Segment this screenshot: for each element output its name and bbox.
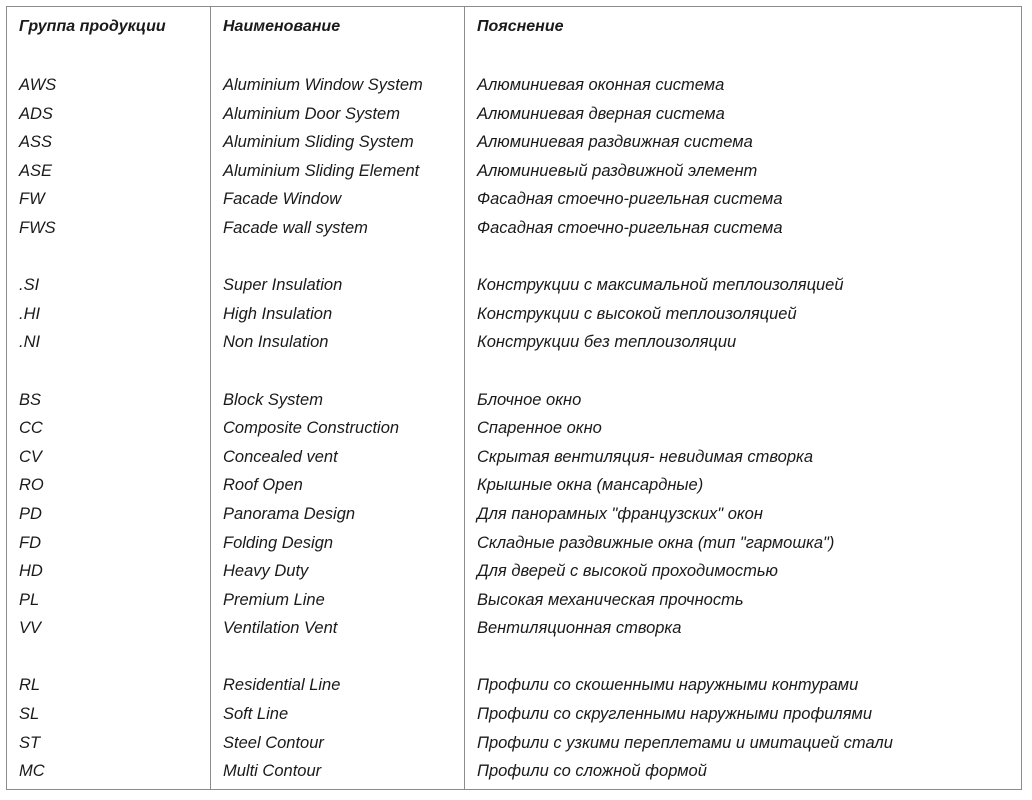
explanation-cell: Фасадная стоечно-ригельная система	[477, 218, 783, 237]
explanation-cell: Алюминиевый раздвижной элемент	[477, 161, 758, 180]
code-list	[19, 75, 206, 790]
explanation-cell: Для панорамных "французских" окон	[477, 504, 763, 523]
name-cell: Concealed vent	[223, 447, 338, 466]
column-name	[211, 7, 465, 789]
explanation-cell: Высокая механическая прочность	[477, 590, 744, 609]
name-cell: Panorama Design	[223, 504, 356, 523]
code-cell: BS	[19, 390, 42, 409]
name-cell: Aluminium Door System	[223, 104, 400, 123]
explanation-cell: Вентиляционная створка	[477, 619, 682, 638]
name-cell: Folding Design	[223, 533, 334, 552]
code-cell: MC	[19, 762, 45, 781]
name-cell: Super Insulation	[223, 276, 343, 295]
name-cell: Steel Contour	[223, 733, 324, 752]
code-cell: FW	[19, 190, 45, 209]
name-cell: Heavy Duty	[223, 562, 309, 581]
explanation-cell: Для дверей с высокой проходимостью	[477, 562, 778, 581]
code-cell: SL	[19, 705, 40, 724]
name-cell: Roof Open	[223, 476, 303, 495]
product-code-table	[6, 6, 1022, 790]
explanation-cell: Скрытая вентиляция- невидимая створка	[477, 447, 814, 466]
name-cell: High Insulation	[223, 304, 333, 323]
code-cell: .NI	[19, 333, 41, 352]
section-gap	[19, 647, 206, 676]
explanation-cell: Профили со скругленными наружными профилями	[477, 705, 873, 724]
name-cell: Aluminium Window System	[223, 76, 423, 94]
section-gap	[223, 647, 460, 676]
header-product-group: Группа продукции	[19, 18, 166, 35]
code-cell: .SI	[19, 276, 40, 295]
name-cell: Facade Window	[223, 190, 342, 209]
explanation-cell: Алюминиевая раздвижная система	[477, 133, 753, 152]
explanation-list	[477, 75, 1017, 790]
explanation-cell: Конструкции без теплоизоляции	[477, 333, 737, 352]
section-gap	[223, 247, 460, 276]
explanation-cell: Профили со сложной формой	[477, 762, 707, 781]
name-list	[223, 75, 460, 790]
code-cell: RO	[19, 476, 44, 495]
explanation-cell: Алюминиевая оконная система	[477, 76, 725, 94]
explanation-cell: Складные раздвижные окна (тип "гармошка")	[477, 533, 835, 552]
code-cell: CV	[19, 447, 42, 466]
code-cell: CC	[19, 419, 43, 438]
section-gap	[477, 361, 1017, 390]
explanation-cell: Блочное окно	[477, 390, 582, 409]
code-cell: AWS	[19, 76, 57, 94]
code-cell: .HI	[19, 304, 41, 323]
code-cell: ASS	[19, 133, 53, 152]
section-gap	[477, 247, 1017, 276]
name-cell: Aluminium Sliding System	[223, 133, 414, 152]
name-cell: Premium Line	[223, 590, 325, 609]
name-cell: Block System	[223, 390, 323, 409]
code-cell: FD	[19, 533, 41, 552]
code-cell: HD	[19, 562, 43, 581]
code-cell: PD	[19, 504, 42, 523]
code-cell: RL	[19, 676, 41, 695]
explanation-cell: Конструкции с высокой теплоизоляцией	[477, 304, 797, 323]
code-cell: VV	[19, 619, 42, 638]
header-explanation: Пояснение	[477, 18, 564, 35]
name-cell: Residential Line	[223, 676, 341, 695]
explanation-cell: Профили с узкими переплетами и имитацией стали	[477, 733, 893, 752]
name-cell: Aluminium Sliding Element	[223, 161, 420, 180]
section-gap	[223, 361, 460, 390]
column-product-group	[7, 7, 211, 789]
name-cell: Multi Contour	[223, 762, 322, 781]
column-explanation	[465, 7, 1021, 789]
section-gap	[19, 361, 206, 390]
name-cell: Non Insulation	[223, 333, 329, 352]
explanation-cell: Спаренное окно	[477, 419, 602, 438]
code-cell: ASE	[19, 161, 53, 180]
code-cell: ST	[19, 733, 41, 752]
name-cell: Composite Construction	[223, 419, 400, 438]
section-gap	[477, 647, 1017, 676]
explanation-cell: Алюминиевая дверная система	[477, 104, 725, 123]
name-cell: Ventilation Vent	[223, 619, 338, 638]
code-cell: ADS	[19, 104, 53, 123]
code-cell: PL	[19, 590, 40, 609]
explanation-cell: Крышные окна (мансардные)	[477, 476, 704, 495]
explanation-cell: Фасадная стоечно-ригельная система	[477, 190, 783, 209]
name-cell: Facade wall system	[223, 218, 368, 237]
name-cell: Soft Line	[223, 705, 289, 724]
section-gap	[19, 247, 206, 276]
explanation-cell: Профили со скошенными наружными контурами	[477, 676, 859, 695]
code-cell: FWS	[19, 218, 56, 237]
explanation-cell: Конструкции с максимальной теплоизоляцией	[477, 276, 844, 295]
header-name: Наименование	[223, 18, 341, 35]
